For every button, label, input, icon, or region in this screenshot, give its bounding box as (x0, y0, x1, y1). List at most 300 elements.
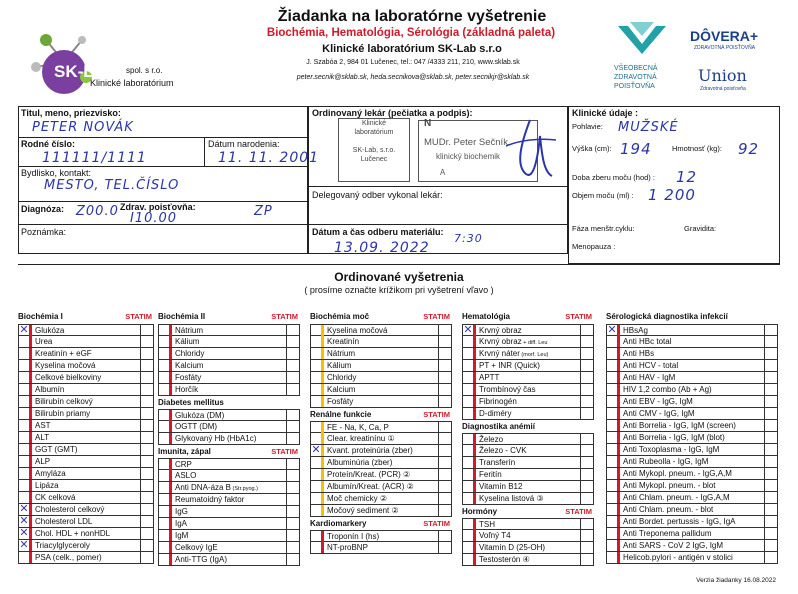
test-row (310, 336, 452, 348)
insurer-label: Zdrav. poisťovňa: (120, 202, 196, 212)
statim-checkbox[interactable] (580, 542, 593, 553)
test-name: Anti DNA-áza B (Str.pyog.) (175, 483, 258, 492)
tube-color-bar (29, 528, 32, 539)
test-group (310, 530, 452, 554)
statim-label: STATIM (423, 410, 450, 419)
statim-checkbox[interactable] (438, 542, 451, 553)
tube-color-bar (473, 325, 476, 336)
name-label: Titul, meno, priezvisko: (21, 108, 121, 118)
test-name: IgM (175, 531, 189, 540)
stamp-n: N (424, 118, 432, 129)
statim-checkbox[interactable] (140, 444, 153, 455)
statim-checkbox[interactable] (438, 360, 451, 371)
test-row (606, 420, 778, 432)
statim-checkbox[interactable] (140, 528, 153, 539)
statim-checkbox[interactable] (580, 360, 593, 371)
statim-checkbox[interactable] (764, 492, 777, 503)
statim-checkbox[interactable] (764, 540, 777, 551)
test-name: Trombínový čas (479, 385, 536, 394)
statim-checkbox[interactable] (140, 552, 153, 563)
test-row (310, 396, 452, 408)
section-title: Diagnostika anémií (462, 422, 535, 431)
weight-label: Hmotnosť (kg): (672, 144, 722, 153)
statim-checkbox[interactable] (140, 516, 153, 527)
sign-label: Ordinovaný lekár (pečiatka a podpis): (312, 108, 473, 118)
statim-checkbox[interactable] (286, 459, 299, 470)
test-name: FE - Na, K, Ca, P (327, 423, 389, 432)
test-name: Krvný náter (morf. Leu) (479, 349, 549, 358)
tube-color-bar (321, 372, 324, 383)
statim-checkbox[interactable] (438, 384, 451, 395)
urine-volume-label: Objem moču (ml) : (572, 191, 634, 200)
test-name: Anti Borrelia - IgG, IgM (blot) (623, 433, 725, 442)
address-contact[interactable]: MESTO, TEL.ČÍSLO (44, 178, 180, 193)
statim-checkbox[interactable] (438, 531, 451, 542)
height-label: Výška (cm): (572, 144, 612, 153)
tube-color-bar (321, 531, 324, 542)
logo-caption: Klinické laboratórium (90, 78, 174, 88)
statim-checkbox[interactable] (764, 516, 777, 527)
test-name: Anti Bordet. pertussis - IgG, IgA (623, 517, 736, 526)
delegated-label: Delegovaný odber vykonal lekár: (312, 190, 443, 200)
tube-color-bar (169, 530, 172, 541)
test-row (158, 530, 300, 542)
address-label: Bydlisko, kontakt: (21, 168, 92, 178)
test-name: PT + INR (Quick) (479, 361, 540, 370)
check-mark-icon: ✕ (19, 324, 29, 336)
tube-color-bar (617, 456, 620, 467)
statim-checkbox[interactable] (286, 348, 299, 359)
test-row (462, 518, 594, 530)
section-title: Hormóny (462, 507, 498, 516)
tube-color-bar (169, 506, 172, 517)
test-group (462, 324, 594, 420)
statim-checkbox[interactable] (140, 325, 153, 336)
tube-color-bar (321, 542, 324, 553)
statim-checkbox[interactable] (580, 325, 593, 336)
tube-color-bar (617, 468, 620, 479)
test-name: Glukóza (35, 326, 65, 335)
test-row (158, 458, 300, 470)
test-name: Kálium (175, 337, 200, 346)
statim-checkbox[interactable] (580, 554, 593, 565)
statim-checkbox[interactable] (764, 468, 777, 479)
tube-color-bar (473, 396, 476, 407)
statim-checkbox[interactable] (580, 396, 593, 407)
sk-lab-logo (24, 22, 204, 102)
statim-checkbox[interactable] (286, 421, 299, 432)
diagnosis-2[interactable]: I10.00 (130, 211, 178, 226)
test-name: Clear. kreatinínu ① (327, 434, 395, 443)
test-group (310, 421, 452, 517)
tube-color-bar (169, 336, 172, 347)
test-name: Albuminúria (zber) (327, 458, 393, 467)
test-row (606, 480, 778, 492)
test-name: Anti HAV - IgM (623, 373, 676, 382)
statim-checkbox[interactable] (438, 422, 451, 433)
tube-color-bar (169, 325, 172, 336)
statim-checkbox[interactable] (438, 336, 451, 347)
tube-color-bar (321, 505, 324, 516)
column-title: Biochémia I (18, 312, 63, 321)
tube-color-bar (29, 396, 32, 407)
statim-checkbox[interactable] (580, 457, 593, 468)
statim-checkbox[interactable] (438, 396, 451, 407)
tube-color-bar (473, 408, 476, 419)
statim-checkbox[interactable] (580, 519, 593, 530)
test-name: Kvant. proteinúria (zber) (327, 446, 413, 455)
statim-checkbox[interactable] (764, 325, 777, 336)
test-row (606, 468, 778, 480)
tube-color-bar (29, 468, 32, 479)
tube-color-bar (321, 481, 324, 492)
tube-color-bar (169, 421, 172, 432)
statim-label: STATIM (125, 312, 152, 321)
tube-color-bar (321, 336, 324, 347)
test-row (158, 554, 300, 566)
tube-color-bar (473, 434, 476, 445)
statim-checkbox[interactable] (140, 480, 153, 491)
test-name: Glukóza (DM) (175, 411, 225, 420)
statim-checkbox[interactable] (286, 506, 299, 517)
statim-checkbox[interactable] (764, 528, 777, 539)
test-row (462, 360, 594, 372)
statim-checkbox[interactable] (140, 408, 153, 419)
tube-color-bar (169, 494, 172, 505)
tube-color-bar (617, 408, 620, 419)
test-row (462, 554, 594, 566)
test-name: Vitamín D (25-OH) (479, 543, 546, 552)
gravidity-label: Gravidita: (684, 224, 717, 233)
test-row (462, 469, 594, 481)
statim-checkbox[interactable] (286, 542, 299, 553)
test-group (158, 324, 300, 396)
statim-checkbox[interactable] (286, 325, 299, 336)
test-row (606, 360, 778, 372)
statim-checkbox[interactable] (140, 468, 153, 479)
insurer-code[interactable]: ZP (254, 204, 273, 219)
test-row (606, 324, 778, 336)
rc-label: Rodné číslo: (21, 139, 76, 149)
statim-checkbox[interactable] (438, 348, 451, 359)
test-name: Kreatinín (327, 337, 360, 346)
statim-checkbox[interactable] (438, 457, 451, 468)
tube-color-bar (617, 432, 620, 443)
test-name: Chloridy (327, 373, 357, 382)
date-of-birth[interactable]: 11. 11. 2001 (218, 150, 320, 166)
statim-checkbox[interactable] (286, 470, 299, 481)
test-name: Lipáza (35, 481, 59, 490)
birth-number[interactable]: 111111/1111 (42, 150, 147, 166)
test-name: Cholesterol celkový (35, 505, 105, 514)
signature-icon (500, 116, 560, 186)
tube-color-bar (321, 445, 324, 456)
diagnosis[interactable]: Z00.0 (76, 204, 119, 219)
column-header (310, 312, 452, 324)
statim-checkbox[interactable] (286, 554, 299, 565)
test-name: Železo (479, 435, 504, 444)
statim-checkbox[interactable] (438, 372, 451, 383)
test-name: Kreatinín + eGF (35, 349, 92, 358)
tube-color-bar (617, 348, 620, 359)
test-name: Železo - CVK (479, 446, 527, 455)
statim-checkbox[interactable] (764, 372, 777, 383)
statim-checkbox[interactable] (286, 336, 299, 347)
menopause-label: Menopauza : (572, 242, 616, 251)
ordered-hint: ( prosíme označte krížikom pri vyšetrení vľavo ) (304, 285, 494, 295)
statim-checkbox[interactable] (140, 456, 153, 467)
statim-label: STATIM (565, 507, 592, 516)
test-row (462, 530, 594, 542)
test-row (606, 432, 778, 444)
statim-checkbox[interactable] (140, 420, 153, 431)
tube-color-bar (169, 360, 172, 371)
test-name: D-diméry (479, 409, 512, 418)
statim-checkbox[interactable] (764, 348, 777, 359)
tube-color-bar (29, 456, 32, 467)
form-version: Verzia žiadanky 16.08.2022 (696, 577, 776, 584)
statim-checkbox[interactable] (140, 384, 153, 395)
test-name: Kálium (327, 361, 352, 370)
statim-checkbox[interactable] (764, 336, 777, 347)
test-name: GGT (GMT) (35, 445, 78, 454)
section-title: Renálne funkcie (310, 410, 372, 419)
statim-checkbox[interactable] (580, 530, 593, 541)
test-row (18, 516, 154, 528)
statim-checkbox[interactable] (286, 530, 299, 541)
statim-checkbox[interactable] (580, 434, 593, 445)
section-header (310, 518, 452, 530)
statim-checkbox[interactable] (580, 336, 593, 347)
weight[interactable]: 92 (738, 140, 760, 158)
test-name: Krvný obraz + diff. Leu (479, 337, 548, 346)
statim-checkbox[interactable] (580, 384, 593, 395)
column-title: Biochémia II (158, 312, 206, 321)
test-row (18, 504, 154, 516)
test-row (462, 372, 594, 384)
test-row (310, 457, 452, 469)
test-column (158, 312, 300, 566)
statim-checkbox[interactable] (286, 372, 299, 383)
statim-checkbox[interactable] (764, 420, 777, 431)
tube-color-bar (29, 540, 32, 551)
test-note: (morf. Leu) (519, 352, 549, 358)
statim-checkbox[interactable] (286, 384, 299, 395)
sample-date[interactable]: 13.09. 2022 (334, 240, 430, 256)
statim-checkbox[interactable] (140, 492, 153, 503)
test-name: Celkový IgE (175, 543, 218, 552)
statim-checkbox[interactable] (580, 372, 593, 383)
statim-checkbox[interactable] (580, 408, 593, 419)
test-note: + diff. Leu (521, 340, 548, 346)
test-name: Anti Borrelia - IgG, IgM (screen) (623, 421, 736, 430)
tube-color-bar (473, 519, 476, 530)
test-row (158, 384, 300, 396)
test-row (310, 445, 452, 457)
test-row (310, 542, 452, 554)
tube-color-bar (473, 348, 476, 359)
statim-checkbox[interactable] (286, 433, 299, 444)
test-row (606, 492, 778, 504)
test-row (606, 552, 778, 564)
statim-checkbox[interactable] (438, 493, 451, 504)
section-header (462, 506, 594, 518)
test-row (310, 421, 452, 433)
test-name: Nátrium (175, 326, 204, 335)
statim-checkbox[interactable] (140, 432, 153, 443)
test-row (18, 444, 154, 456)
tube-color-bar (473, 384, 476, 395)
tube-color-bar (169, 554, 172, 565)
check-mark-icon: ✕ (311, 444, 321, 456)
test-name: Cholesterol LDL (35, 517, 93, 526)
tube-color-bar (29, 384, 32, 395)
test-name: Nátrium (327, 349, 356, 358)
urine-volume[interactable]: 1 200 (648, 186, 696, 204)
statim-checkbox[interactable] (580, 445, 593, 456)
test-name: Krvný obraz (479, 326, 522, 335)
statim-checkbox[interactable] (438, 469, 451, 480)
tube-color-bar (617, 336, 620, 347)
test-row (310, 481, 452, 493)
statim-checkbox[interactable] (580, 469, 593, 480)
statim-checkbox[interactable] (764, 480, 777, 491)
test-row (462, 384, 594, 396)
tube-color-bar (29, 432, 32, 443)
statim-checkbox[interactable] (438, 445, 451, 456)
tube-color-bar (321, 457, 324, 468)
test-name: Kyselina močová (327, 326, 388, 335)
statim-checkbox[interactable] (580, 481, 593, 492)
statim-checkbox[interactable] (764, 552, 777, 563)
statim-checkbox[interactable] (764, 456, 777, 467)
tube-color-bar (169, 433, 172, 444)
statim-checkbox[interactable] (140, 336, 153, 347)
test-name: Urea (35, 337, 53, 346)
statim-checkbox[interactable] (764, 384, 777, 395)
test-row (158, 336, 300, 348)
test-row (158, 324, 300, 336)
statim-checkbox[interactable] (286, 410, 299, 421)
statim-checkbox[interactable] (140, 396, 153, 407)
tube-color-bar (29, 552, 32, 563)
tube-color-bar (617, 420, 620, 431)
statim-checkbox[interactable] (140, 540, 153, 551)
height[interactable]: 194 (620, 140, 652, 158)
test-name: Kalcium (327, 385, 356, 394)
statim-checkbox[interactable] (764, 396, 777, 407)
tube-color-bar (169, 482, 172, 493)
test-name: PSA (celk., pomer) (35, 553, 102, 562)
tube-color-bar (617, 552, 620, 563)
statim-checkbox[interactable] (580, 348, 593, 359)
test-name: Proteín/Kreat. (PCR) ② (327, 470, 411, 479)
test-name: Reumatoidný faktor (175, 495, 245, 504)
statim-checkbox[interactable] (438, 433, 451, 444)
tube-color-bar (169, 372, 172, 383)
tube-color-bar (473, 457, 476, 468)
statim-checkbox[interactable] (764, 408, 777, 419)
sample-time[interactable]: 7:30 (454, 232, 483, 245)
test-row (18, 384, 154, 396)
tube-color-bar (473, 469, 476, 480)
test-row (18, 372, 154, 384)
statim-checkbox[interactable] (438, 481, 451, 492)
statim-checkbox[interactable] (438, 325, 451, 336)
statim-checkbox[interactable] (764, 504, 777, 515)
tube-color-bar (169, 384, 172, 395)
statim-checkbox[interactable] (286, 494, 299, 505)
tube-color-bar (617, 480, 620, 491)
test-row (18, 420, 154, 432)
statim-checkbox[interactable] (286, 518, 299, 529)
test-row (310, 324, 452, 336)
stamp-doctor-name: MUDr. Peter Sečník (424, 137, 508, 148)
test-name: Celkové bielkoviny (35, 373, 102, 382)
tube-color-bar (473, 542, 476, 553)
tube-color-bar (29, 480, 32, 491)
statim-checkbox[interactable] (764, 432, 777, 443)
test-name: Bilirubín celkový (35, 397, 93, 406)
sample-date-label: Dátum a čas odberu materiálu: (312, 227, 444, 237)
statim-checkbox[interactable] (438, 505, 451, 516)
column-header (18, 312, 154, 324)
statim-checkbox[interactable] (140, 360, 153, 371)
patient-name[interactable]: PETER NOVÁK (32, 120, 134, 135)
test-name: Kalcium (175, 361, 204, 370)
statim-checkbox[interactable] (580, 493, 593, 504)
statim-label: STATIM (565, 312, 592, 321)
test-row (18, 528, 154, 540)
column-header (158, 312, 300, 324)
cycle-label: Fáza menštr.cyklu: (572, 224, 635, 233)
statim-label: STATIM (271, 312, 298, 321)
urine-time[interactable]: 12 (676, 168, 698, 186)
sex[interactable]: MUŽSKÉ (618, 120, 679, 135)
test-name: APTT (479, 373, 500, 382)
test-name: HBsAg (623, 326, 648, 335)
section-title: Imunita, zápal (158, 447, 211, 456)
statim-checkbox[interactable] (286, 482, 299, 493)
column-header (606, 312, 778, 324)
test-row (18, 480, 154, 492)
test-name: Kyselina listová ③ (479, 494, 544, 503)
statim-checkbox[interactable] (764, 444, 777, 455)
test-name: Horčík (175, 385, 199, 394)
logo-text: SK-Lab (54, 62, 114, 81)
statim-checkbox[interactable] (764, 360, 777, 371)
test-name: ASLO (175, 471, 197, 480)
diagnosis-label: Diagnóza: (21, 204, 65, 214)
test-row (158, 360, 300, 372)
tube-color-bar (29, 372, 32, 383)
statim-checkbox[interactable] (140, 504, 153, 515)
statim-checkbox[interactable] (140, 372, 153, 383)
test-name: Testosterón ④ (479, 555, 530, 564)
tube-color-bar (169, 348, 172, 359)
test-name: OGTT (DM) (175, 422, 218, 431)
tube-color-bar (321, 325, 324, 336)
test-row (606, 540, 778, 552)
column-header (462, 312, 594, 324)
test-row (606, 408, 778, 420)
test-name: HIV 1,2 combo (Ab + Ag) (623, 385, 712, 394)
dovera-sub: ZDRAVOTNÁ POISŤOVŇA (694, 45, 756, 51)
test-column (462, 312, 594, 566)
statim-checkbox[interactable] (286, 360, 299, 371)
statim-checkbox[interactable] (140, 348, 153, 359)
section-header (158, 397, 300, 409)
